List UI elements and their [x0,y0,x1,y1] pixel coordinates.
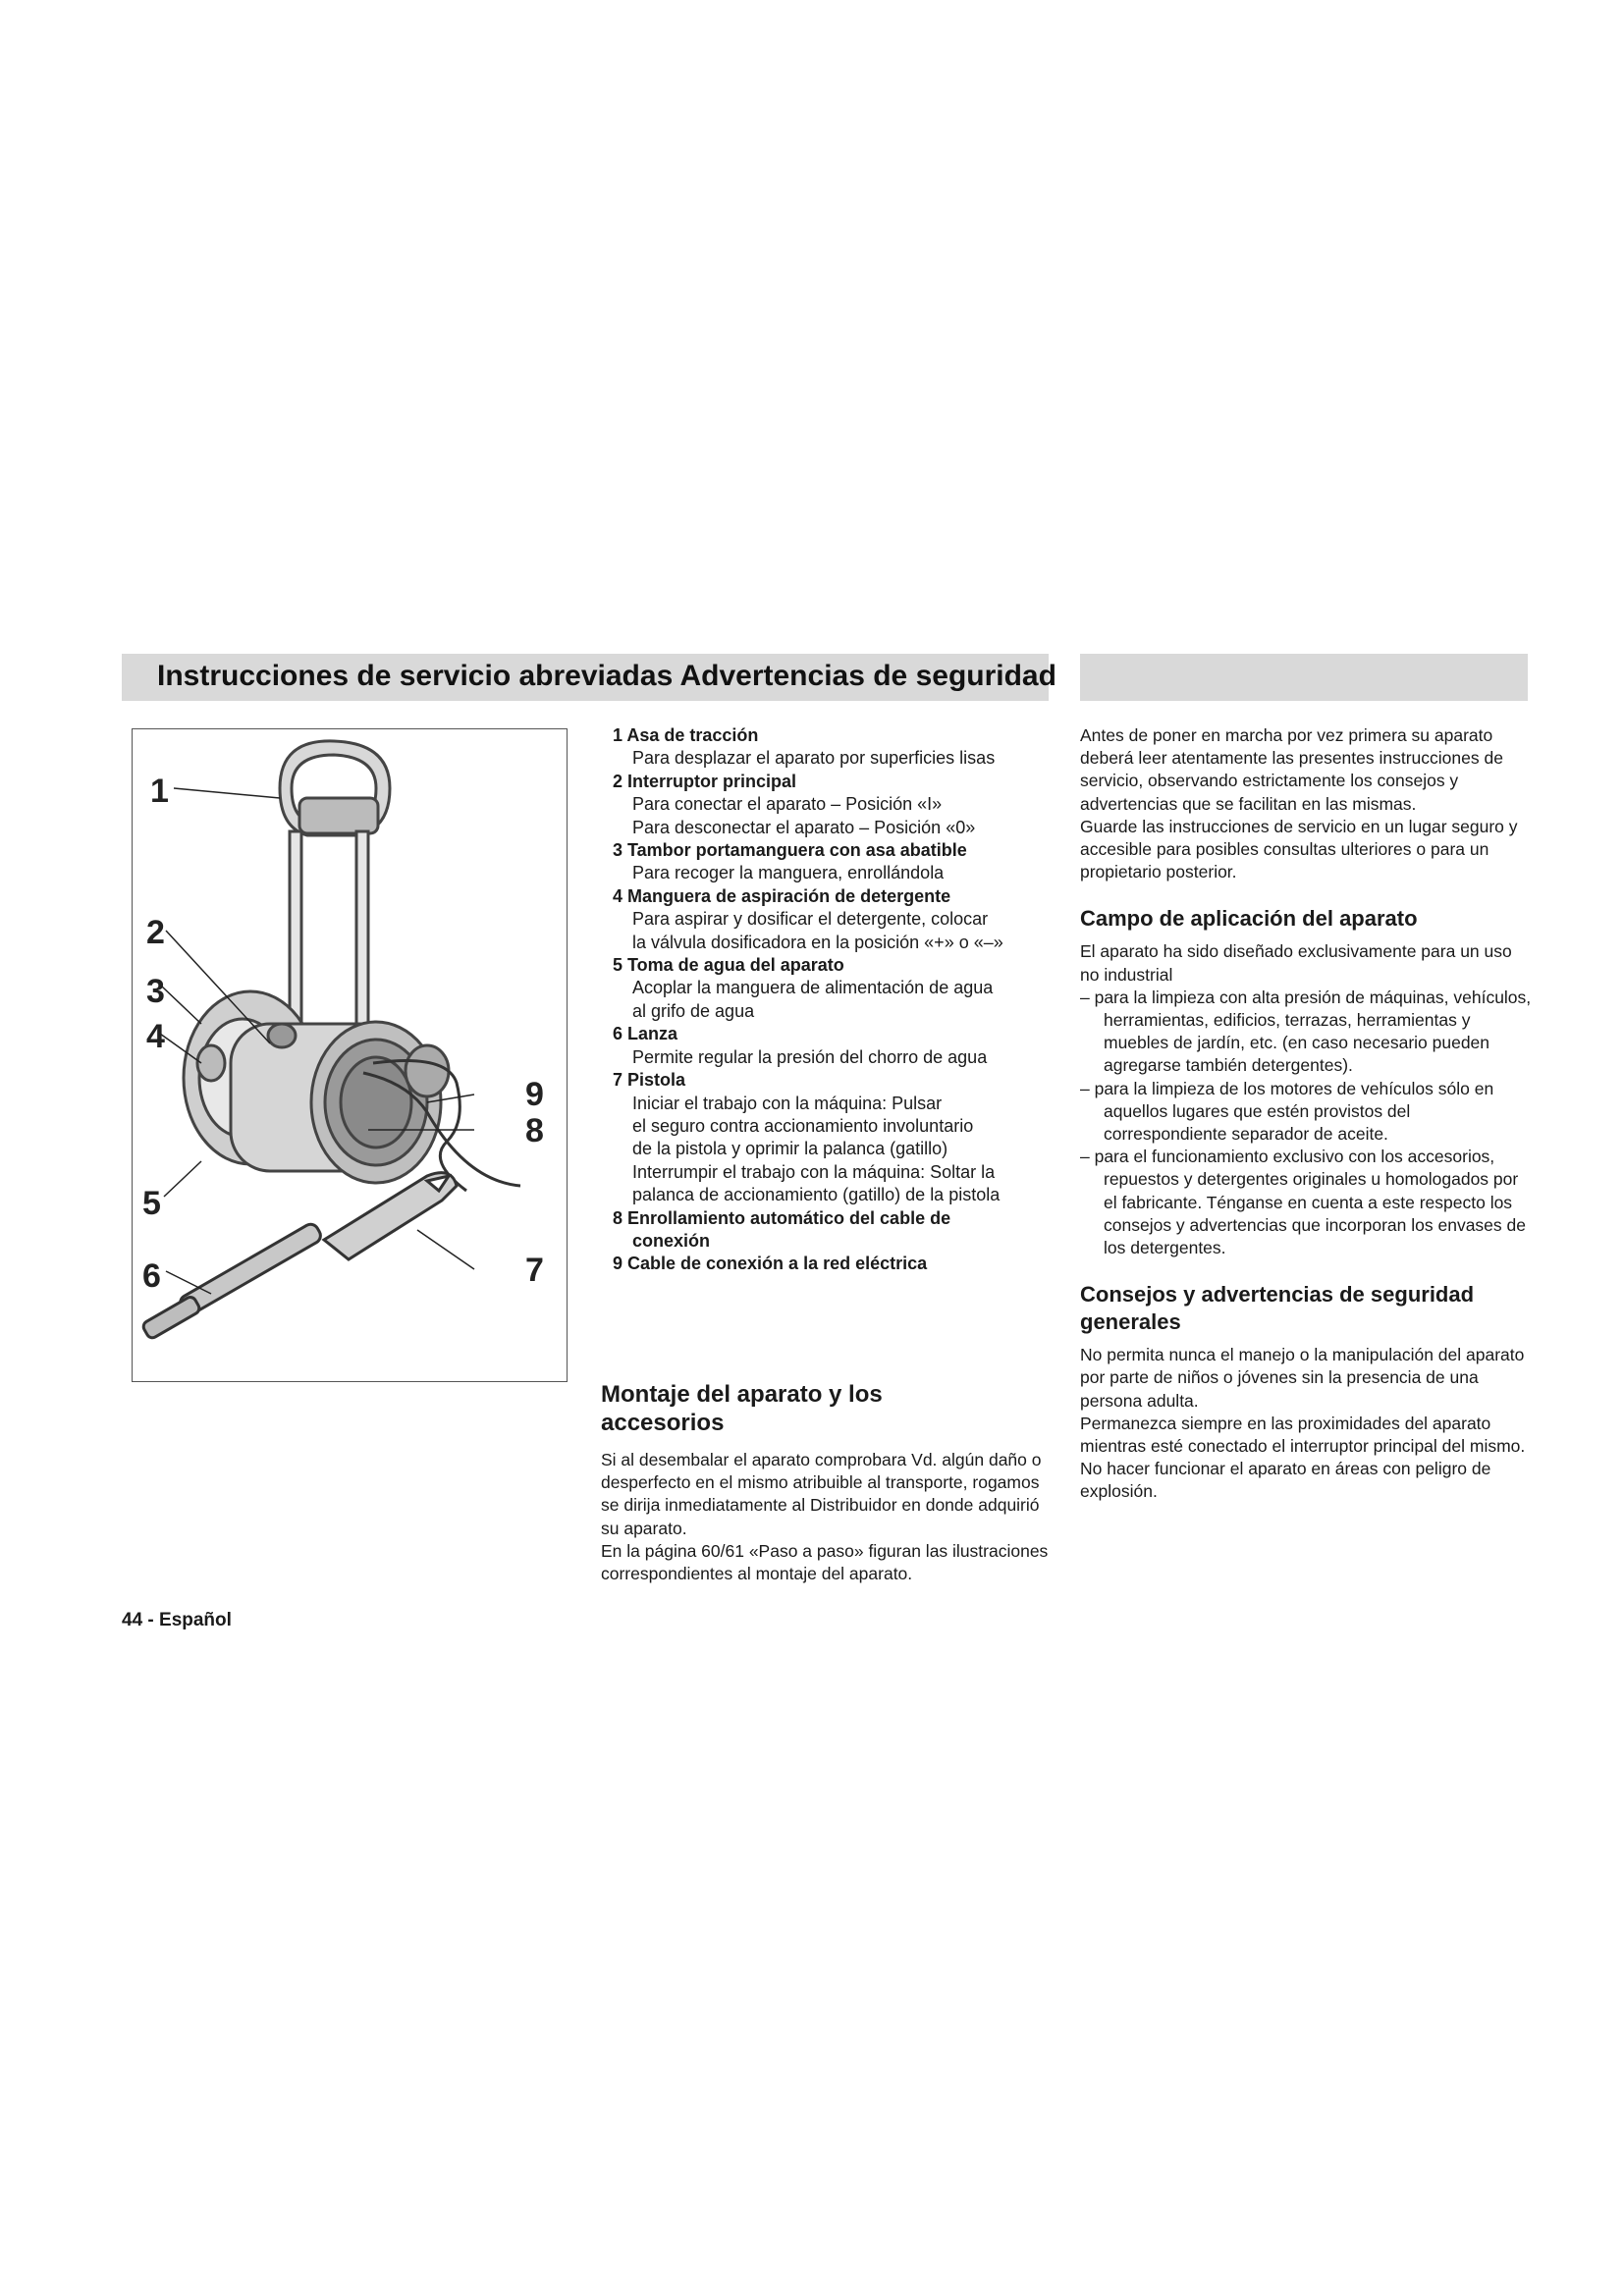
legend-item-desc: el seguro contra accionamiento involuntario [632,1115,974,1136]
legend-item-title: 9 Cable de conexión a la red eléctrica [613,1254,928,1274]
callout-7: 7 [525,1252,544,1289]
legend-item-title: 2 Interruptor principal [613,771,797,791]
legend-item-title: 3 Tambor portamanguera con asa abatible [613,840,967,861]
parts-legend [613,724,1055,1276]
legend-item-desc: Para aspirar y dosificar el detergente, colocar [632,909,989,930]
page-title: Instrucciones de servicio abreviadas Advertencias de seguridad [157,660,1056,692]
montaje-heading: Montaje del aparato y los accesorios [601,1381,883,1436]
consejos-paragraph: No hacer funcionar el aparato en áreas con peligro de explosión. [1080,1459,1491,1502]
intro-paragraph: Antes de poner en marcha por vez primera su aparato deberá leer atentamente las presentes instrucciones de servicio, observando estrictamente los consejos y advertencias que se facilitan en las mismas. [1080,725,1503,814]
campo-list-item: – para la limpieza de los motores de vehículos sólo en aquellos lugares que estén provistos del correspondiente separador de aceite. [1080,1078,1494,1145]
campo-list-item: – para el funcionamiento exclusivo con los accesorios, repuestos y detergentes originales u homologados por el fabricante. Ténganse en cuenta a este respecto los consejos y advertencias que incorporan los envases de los detergentes. [1080,1147,1526,1258]
legend-item-desc: Para conectar el aparato – Posición «I» [632,794,943,815]
callout-5: 5 [142,1185,161,1222]
callout-4: 4 [146,1018,165,1055]
consejos-paragraph: No permita nunca el manejo o la manipulación del aparato por parte de niños o jóvenes sin la presencia de una persona adulta. [1080,1345,1525,1411]
campo-heading: Campo de aplicación del aparato [1080,906,1418,932]
legend-item-title-cont: conexión [632,1230,711,1251]
callout-3: 3 [146,973,165,1010]
legend-item-desc: de la pistola y oprimir la palanca (gatillo) [632,1139,948,1159]
intro-paragraph: Guarde las instrucciones de servicio en un lugar seguro y accesible para posibles consultas ulteriores o para un propietario posterior. [1080,816,1518,882]
legend-item-desc: Para desconectar el aparato – Posición «0» [632,817,976,837]
legend-item-desc: Para recoger la manguera, enrollándola [632,863,945,883]
header-band-right [1080,654,1528,701]
consejos-paragraph: Permanezca siempre en las proximidades del aparato mientras esté conectado el interruptor principal del mismo. [1080,1413,1526,1457]
legend-item-title: 6 Lanza [613,1024,678,1044]
safety-column [1080,724,1532,1504]
page-number: 44 - Español [122,1610,232,1630]
callout-9: 9 [525,1076,544,1113]
campo-text: El aparato ha sido diseñado exclusivamente para un uso no industrial [1080,941,1512,985]
consejos-heading: Consejos y advertencias de seguridad generales [1080,1282,1475,1335]
legend-item-desc: Iniciar el trabajo con la máquina: Pulsar [632,1093,943,1113]
callout-6: 6 [142,1257,161,1295]
legend-item-title: 1 Asa de tracción [613,725,759,745]
legend-item-desc: Acoplar la manguera de alimentación de agua [632,978,994,998]
legend-item-title: 4 Manguera de aspiración de detergente [613,885,951,906]
callout-8: 8 [525,1112,544,1149]
legend-item-desc: al grifo de agua [632,1000,755,1021]
callout-2: 2 [146,914,165,951]
legend-item-desc: palanca de accionamiento (gatillo) de la pistola [632,1185,1001,1205]
campo-list-item: – para la limpieza con alta presión de máquinas, vehículos, herramientas, edificios, terrazas, herramientas y muebles de jardín, etc. (en caso necesario pueden agregarse también detergentes). [1080,987,1532,1076]
legend-item-desc: la válvula dosificadora en la posición «+» o «–» [632,932,1003,952]
pressure-washer-drawing [133,729,567,1381]
legend-item-desc: Interrumpir el trabajo con la máquina: Soltar la [632,1161,996,1182]
device-illustration [132,728,568,1382]
legend-item-title: 5 Toma de agua del aparato [613,955,844,976]
legend-item-title: 8 Enrollamiento automático del cable de [613,1207,951,1228]
montaje-paragraph: En la página 60/61 «Paso a paso» figuran las ilustraciones correspondientes al montaje del aparato. [601,1540,1049,1584]
legend-item-desc: Permite regular la presión del chorro de agua [632,1046,988,1067]
legend-item-desc: Para desplazar el aparato por superficies lisas [632,748,996,769]
montaje-section [601,1380,1053,1585]
montaje-paragraph: Si al desembalar el aparato comprobara Vd. algún daño o desperfecto en el mismo atribuible al transporte, rogamos se dirija inmediatamente al Distribuidor en donde adquirió su aparato. [601,1450,1042,1538]
legend-item-title: 7 Pistola [613,1070,686,1091]
callout-1: 1 [150,773,169,810]
